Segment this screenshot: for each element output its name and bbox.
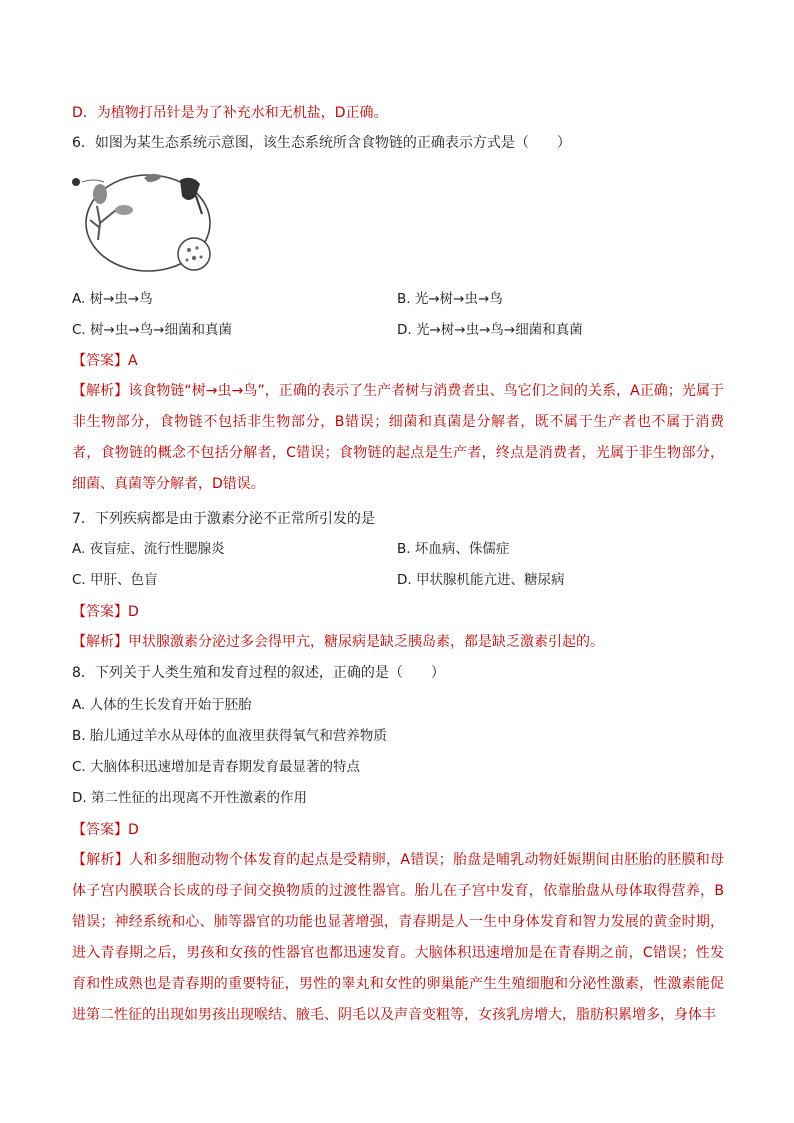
q8-analysis: 【解析】人和多细胞动物个体发育的起点是受精卵，A错误；胎盘是哺乳动物妊娠期间由胚胎的胚膜和母体子宫内膜联合长成的母子间交换物质的过渡性器官。胎儿在子宫中发育，依靠胎盘从母体取得营养，B错误；神经系统和心、肺等器官的功能也显著增强，青春期是人一生中身体发育和智力发展的黄金时期，进入青春期之后，男孩和女孩的性器官也都迅速发育。大脑体积迅速增加是在青春期之前，C错误；性发育和性成熟也是青春期的重要特征，男性的睾丸和女性的卵巢能产生生殖细胞和分泌性激素，性激素能促进第二性征的出现如男孩出现喉结、腋毛、阴毛以及声音变粗等，女孩乳房增大，脂肪积累增多，身体丰 (72, 852, 724, 1023)
q6-option-a: A. 树→虫→鸟 (72, 291, 153, 307)
leaf-icon-2 (115, 205, 133, 215)
q8-option-a: A. 人体的生长发育开始于胚胎 (72, 697, 252, 713)
question-8-stem: 8．下列关于人类生殖和发育过程的叙述，正确的是（ ） (72, 665, 445, 681)
leaf-icon (93, 184, 107, 204)
q7-option-c: C. 甲肝、色盲 (72, 572, 158, 588)
option-d-explanation: D．为植物打吊针是为了补充水和无机盐，D正确。 (72, 105, 388, 121)
q8-option-d: D. 第二性征的出现离不开性激素的作用 (72, 790, 307, 806)
q7-analysis: 【解析】甲状腺激素分泌过多会得甲亢，糖尿病是缺乏胰岛素，都是缺乏激素引起的。 (72, 634, 604, 650)
q6-option-d: D. 光→树→虫→鸟→细菌和真菌 (397, 322, 583, 338)
question-6-stem: 6．如图为某生态系统示意图，该生态系统所含食物链的正确表示方式是（ ） (72, 135, 571, 151)
q6-answer: 【答案】A (72, 353, 138, 369)
q8-option-b: B. 胎儿通过羊水从母体的血液里获得氧气和营养物质 (72, 728, 387, 744)
q7-option-d: D. 甲状腺机能亢进、糖尿病 (397, 572, 565, 588)
q6-option-c: C. 树→虫→鸟→细菌和真菌 (72, 322, 232, 338)
bacteria-fungi-icon (178, 238, 210, 270)
q7-option-a: A. 夜盲症、流行性腮腺炎 (72, 541, 225, 557)
ecosystem-diagram (70, 168, 215, 278)
q7-option-b: B. 坏血病、侏儒症 (397, 541, 510, 557)
q6-option-b: B. 光→树→虫→鸟 (397, 291, 503, 307)
tree-icon (90, 206, 116, 240)
q6-analysis: 【解析】该食物链“树→虫→鸟”，正确的表示了生产者树与消费者虫、鸟它们之间的关系，A正确；光属于非生物部分，食物链不包括非生物部分，B错误；细菌和真菌是分解者，既不属于生产者也不属于消费者，食物链的概念不包括分解者，C错误；食物链的起点是生产者，终点是消费者，光属于非生物部分，细菌、真菌等分解者，D错误。 (72, 383, 724, 492)
q8-option-c: C. 大脑体积迅速增加是青春期发育最显著的特点 (72, 759, 361, 775)
q7-answer: 【答案】D (72, 604, 139, 620)
q8-answer: 【答案】D (72, 822, 139, 838)
light-arrow (82, 180, 104, 182)
sun-icon (72, 178, 80, 186)
question-7-stem: 7．下列疾病都是由于激素分泌不正常所引发的是 (72, 511, 375, 527)
